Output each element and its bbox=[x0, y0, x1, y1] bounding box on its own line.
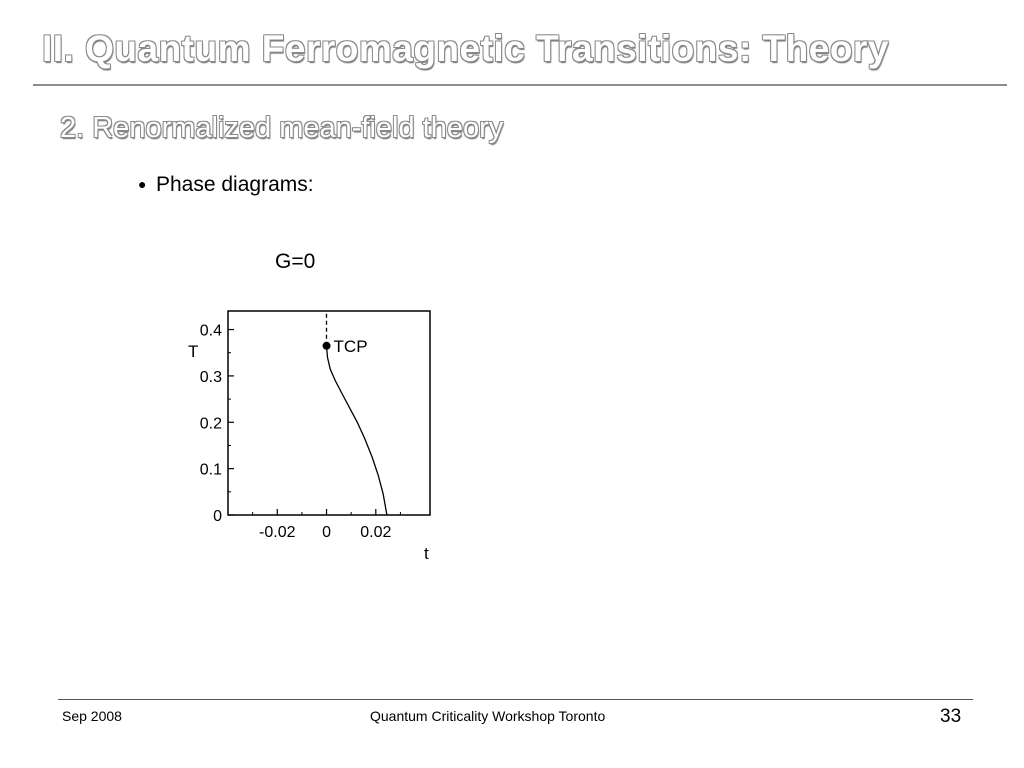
y-tick-label: 0 bbox=[213, 508, 222, 525]
footer-divider bbox=[58, 699, 973, 700]
bullet-text: Phase diagrams: bbox=[156, 173, 314, 196]
y-axis-label: T bbox=[188, 342, 199, 361]
bullet-item bbox=[138, 173, 314, 197]
y-tick-label: 0.4 bbox=[199, 322, 222, 340]
x-tick-label: -0.02 bbox=[259, 524, 296, 541]
slide-subtitle: 2. Renormalized mean-field theory bbox=[60, 112, 504, 144]
title-divider bbox=[33, 84, 1007, 86]
x-tick-label: 0 bbox=[322, 524, 331, 541]
chart-title: G=0 bbox=[275, 250, 316, 273]
bullet-icon: ● bbox=[138, 176, 147, 192]
phase-diagram-chart bbox=[180, 300, 460, 580]
y-tick-label: 0.2 bbox=[199, 415, 222, 433]
y-tick-label: 0.3 bbox=[199, 368, 222, 386]
second-order-line bbox=[327, 346, 387, 515]
tcp-label: TCP bbox=[333, 336, 368, 356]
slide-title: II. Quantum Ferromagnetic Transitions: Theory bbox=[42, 28, 889, 69]
x-tick-label: 0.02 bbox=[360, 524, 392, 541]
tcp-point bbox=[323, 342, 331, 350]
footer-date: Sep 2008 bbox=[62, 708, 122, 724]
page-number: 33 bbox=[940, 706, 962, 727]
plot-frame bbox=[228, 311, 430, 515]
x-axis-label: t bbox=[424, 544, 429, 563]
y-tick-label: 0.1 bbox=[199, 461, 222, 479]
footer-event: Quantum Criticality Workshop Toronto bbox=[370, 708, 606, 724]
